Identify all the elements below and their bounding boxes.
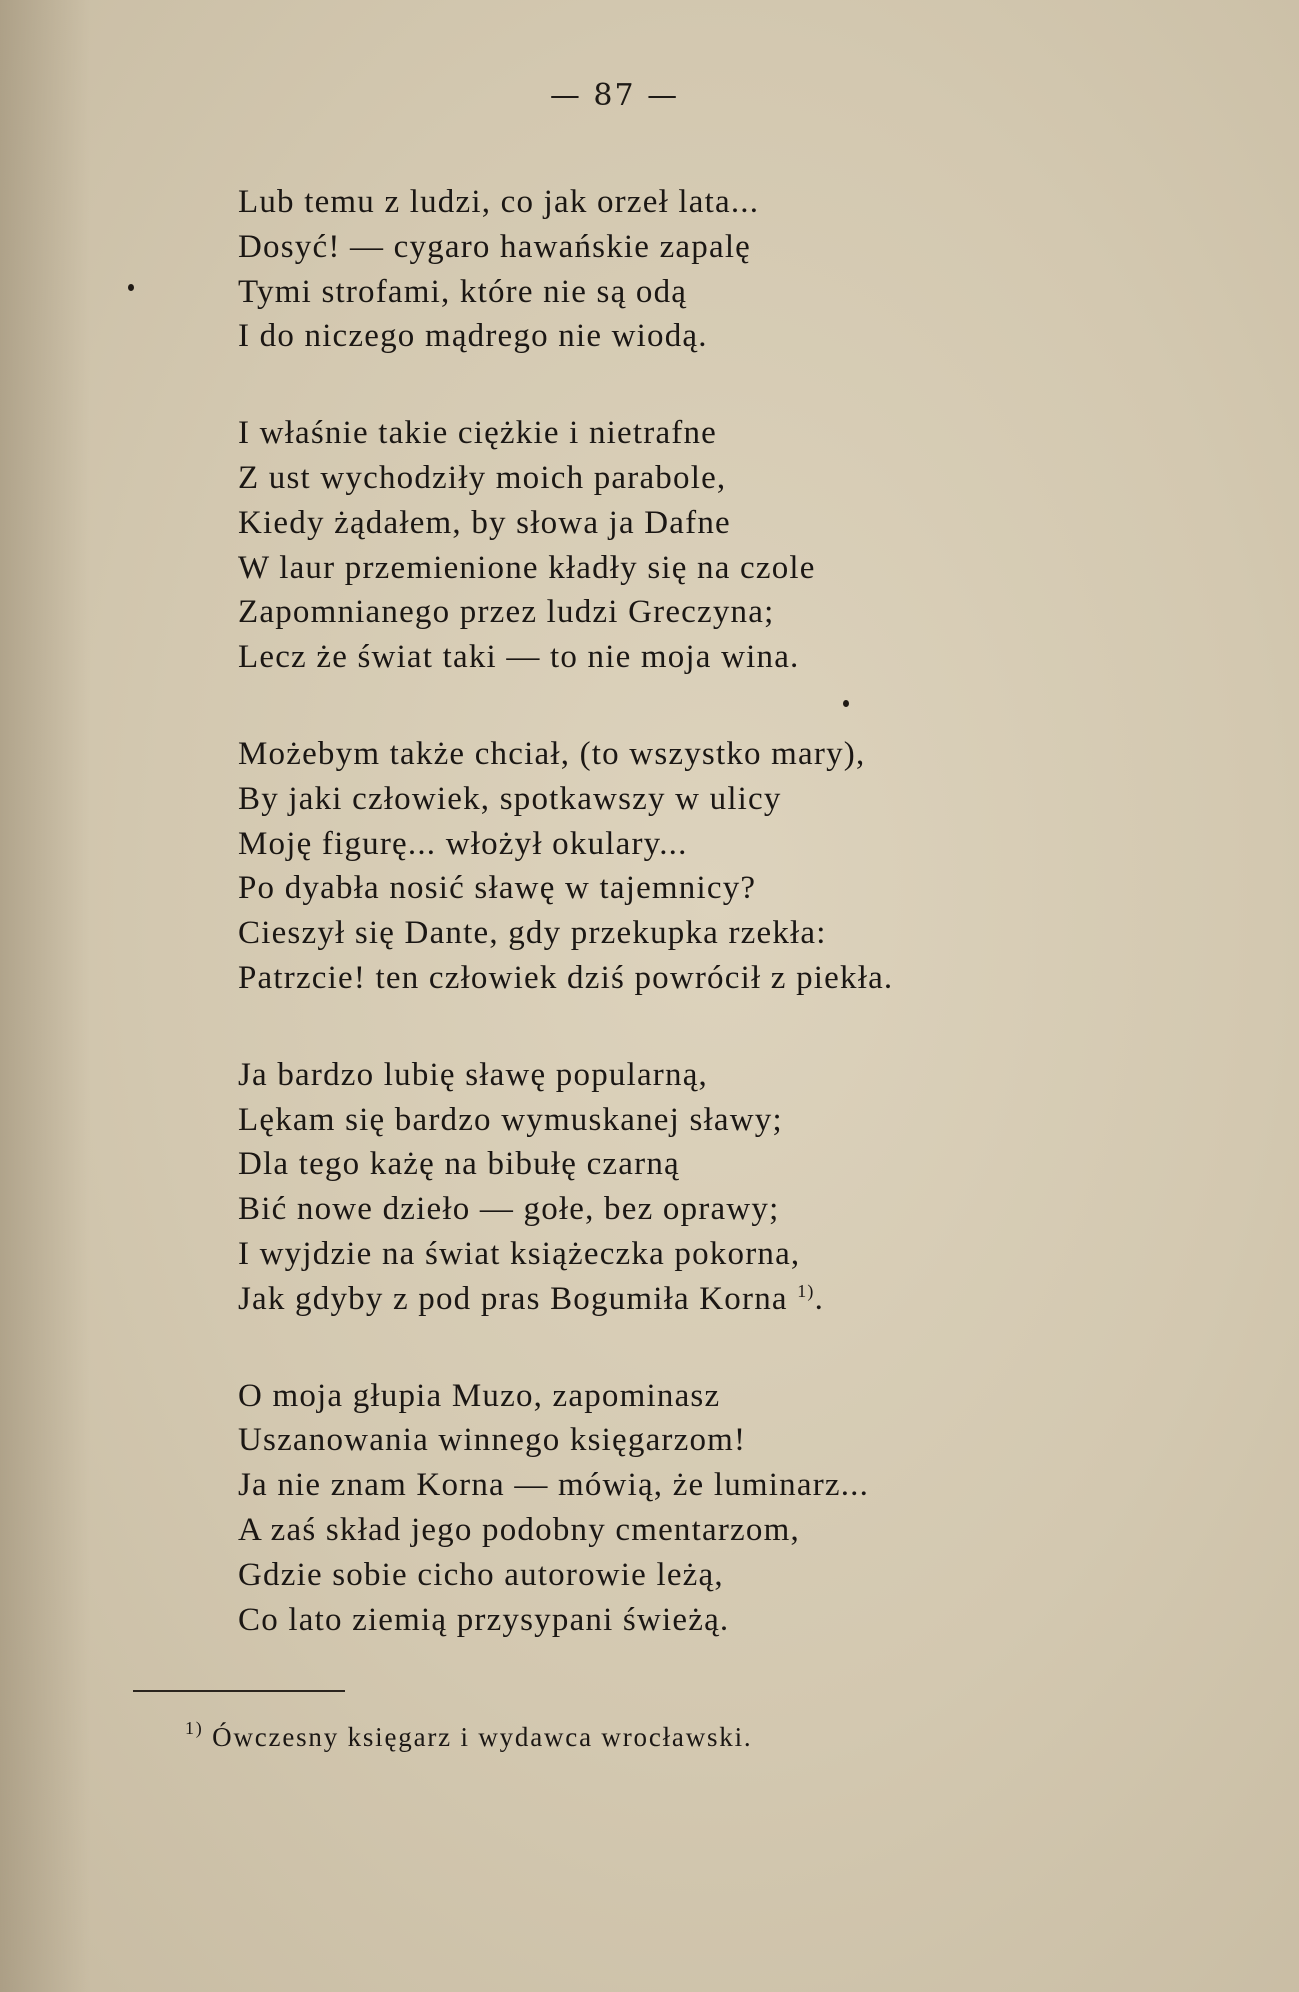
verse-line: O moja głupia Muzo, zapominasz [238,1377,721,1414]
verse-line: Moję figurę... włożył okulary... [238,825,688,862]
verse-line: Możebym także chciał, (to wszystko mary), [238,735,866,772]
verse-line-end: . [814,1280,825,1317]
verse-line: I właśnie takie ciężkie i nietrafne [238,415,718,452]
ink-speck [843,700,849,707]
verse-line: A zaś skład jego podobny cmentarzom, [238,1511,800,1548]
verse-line: W laur przemienione kładły się na czole [238,549,816,586]
verse-line: Z ust wychodziły moich parabole, [238,459,727,496]
verse-line: Po dyabła nosić sławę w tajemnicy? [238,870,757,907]
poem [238,180,1238,1694]
verse-line: Patrzcie! ten człowiek dziś powrócił z piekła. [238,959,894,996]
verse-line: Bić nowe dzieło — gołe, bez oprawy; [238,1191,780,1228]
verse-line: Gdzie sobie cicho autorowie leżą, [238,1556,724,1593]
verse-line: Kiedy żądałem, by słowa ja Dafne [238,504,731,541]
verse-line: Lub temu z ludzi, co jak orzeł lata... [238,184,760,220]
verse-line [238,1277,1238,1322]
ink-speck [128,284,134,291]
footnote-text: Ówczesny księgarz i wydawca wrocławski. [212,1722,753,1752]
verse-line: Dosyć! — cygaro hawańskie zapalę [238,228,752,265]
verse-line: Co lato ziemią przysypani świeżą. [238,1601,730,1638]
stanza-4 [238,1053,1238,1322]
footnote-marker: 1) [797,1280,815,1301]
footnote [185,1718,753,1753]
verse-line: Zapomnianego przez ludzi Greczyna; [238,594,775,631]
stanza-1 [238,180,1238,359]
stanza-3 [238,732,1238,1001]
verse-line: Uszanowania winnego księgarzom! [238,1422,747,1459]
verse-line: Lecz że świat taki — to nie moja wina. [238,639,800,676]
verse-line-text: Jak gdyby z pod pras Bogumiła Korna [238,1280,788,1317]
verse-line: I do niczego mądrego nie wiodą. [238,318,708,355]
verse-line: I wyjdzie na świat książeczka pokorna, [238,1235,801,1272]
footnote-divider [133,1690,345,1692]
verse-line: Dla tego każę na bibułę czarną [238,1146,680,1183]
page-number: — 87 — [549,78,680,113]
footnote-marker: 1) [185,1718,204,1738]
verse-line: Ja nie znam Korna — mówią, że luminarz... [238,1467,870,1504]
verse-line: Lękam się bardzo wymuskanej sławy; [238,1101,783,1138]
stanza-5 [238,1374,1238,1643]
verse-line: Cieszył się Dante, gdy przekupka rzekła: [238,915,827,952]
stanza-2 [238,411,1238,680]
verse-line: Ja bardzo lubię sławę popularną, [238,1056,708,1093]
verse-line: Tymi strofami, które nie są odą [238,273,688,310]
verse-line: By jaki człowiek, spotkawszy w ulicy [238,780,782,817]
